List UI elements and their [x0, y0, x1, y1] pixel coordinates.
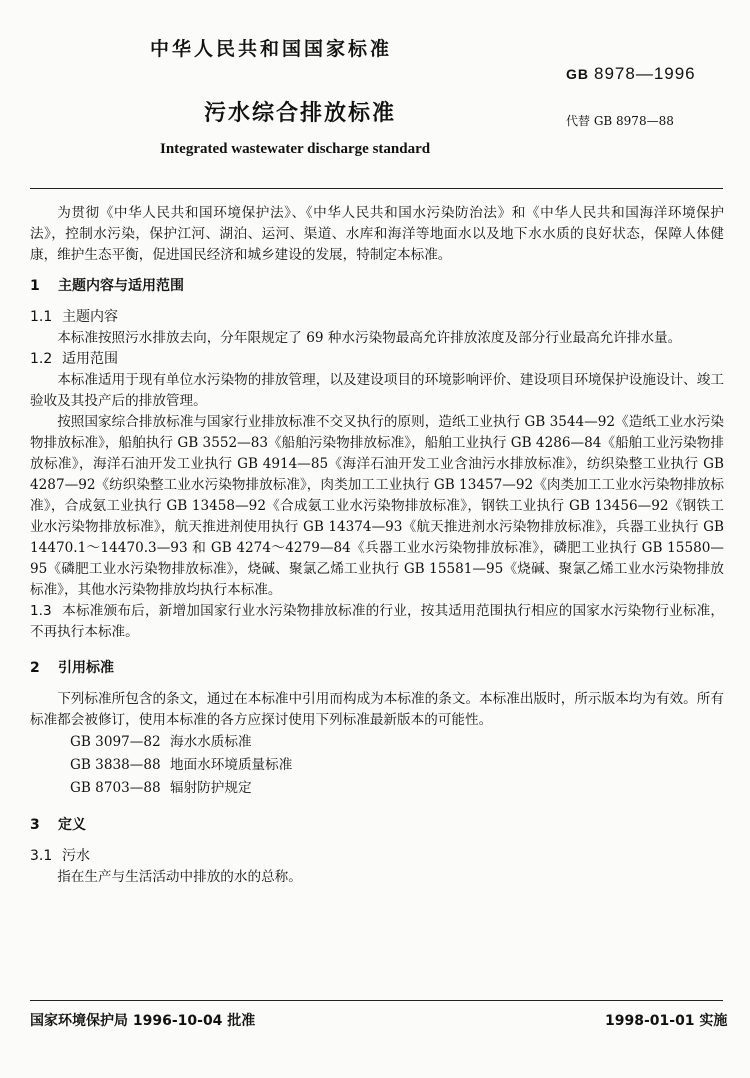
footer-divider [30, 1000, 723, 1001]
document-body [30, 203, 724, 888]
list-item: GB 3097—82 海水水质标准 [70, 734, 252, 750]
section-1-1-heading: 1.1 主题内容 [30, 309, 118, 325]
document-title: 污水综合排放标准 [204, 101, 397, 126]
header-divider [30, 188, 723, 189]
english-title: Integrated wastewater discharge standard [160, 141, 431, 157]
list-item: GB 8703—88 辐射防护规定 [70, 780, 252, 796]
standard-number [566, 64, 696, 84]
replaces-note: 代替 GB 8978—88 [566, 114, 674, 128]
approval-note: 国家环境保护局 1996-10-04 批准 [30, 1013, 256, 1029]
section-3-heading: 3 定义 [30, 817, 86, 833]
intro-paragraph: 为贯彻《中华人民共和国环境保护法》、《中华人民共和国水污染防治法》和《中华人民共和国海洋环境保护法》，控制水污染，保护江河、湖泊、运河、渠道、水库和海洋等地面水以及地下水水质的良好状态，保障人体健康，维护生态平衡，促进国民经济和城乡建设的发展，特制定本标准。 [30, 205, 724, 263]
referenced-standards-list [30, 731, 724, 800]
section-1-1-text: 本标准按照污水排放去向，分年限规定了 69 种水污染物最高允许排放浓度及部分行业最高允许排水量。 [57, 330, 682, 346]
section-1-2-text-1: 本标准适用于现有单位水污染物的排放管理，以及建设项目的环境影响评价、建设项目环境保护设施设计、竣工验收及其投产后的排放管理。 [30, 372, 724, 409]
section-1-2-heading: 1.2 适用范围 [30, 351, 118, 367]
section-2-text: 下列标准所包含的条文，通过在本标准中引用而构成为本标准的条文。本标准出版时，所示版本均为有效。所有标准都会被修订，使用本标准的各方应探讨使用下列标准最新版本的可能性。 [30, 691, 724, 728]
standard-number-value: 8978—1996 [594, 64, 696, 83]
section-1-3-text: 1.3 本标准颁布后，新增加国家行业水污染物排放标准的行业，按其适用范围执行相应的国家水污染物行业标准，不再执行本标准。 [30, 603, 724, 640]
standard-prefix: GB [566, 66, 589, 82]
section-3-1-text: 指在生产与生活活动中排放的水的总称。 [57, 869, 302, 885]
list-item: GB 3838—88 地面水环境质量标准 [70, 757, 293, 773]
national-standard-heading: 中华人民共和国国家标准 [150, 38, 393, 60]
section-1-2-text-2: 按照国家综合排放标准与国家行业排放标准不交叉执行的原则，造纸工业执行 GB 3544—92《造纸工业水污染物排放标准》，船舶执行 GB 3552—83《船舶污染物排放标准》，船舶工业执行 GB 4286—84《船舶工业污染物排放标准》，海洋石油开发工业执行 GB 4914—85《海洋石油开发工业含油污水排放标准》，纺织染整工业执行 GB 4287—92《纺织染整工业水污染物排放标准》，肉类加工工业执行 GB 13457—92《肉类加工工业水污染物排放标准》，合成氨工业执行 GB 13458—92《合成氨工业水污染物排放标准》，钢铁工业执行 GB 13456—92《钢铁工业水污染物排放标准》，航天推进剂使用执行 GB 14374—93《航天推进剂水污染物排放标准》，兵器工业执行 GB 14470.1～14470.3—93 和 GB 4274～4279—84《兵器工业水污染物排放标准》，磷肥工业执行 GB 15580—95《磷肥工业水污染物排放标准》，烧碱、聚氯乙烯工业执行 GB 15581—95《烧碱、聚氯乙烯工业水污染物排放标准》，其他水污染物排放均执行本标准。 [30, 414, 724, 598]
section-1-heading: 1 主题内容与适用范围 [30, 278, 184, 294]
effective-date: 1998-01-01 实施 [605, 1013, 728, 1029]
section-3-1-heading: 3.1 污水 [30, 848, 90, 864]
section-2-heading: 2 引用标准 [30, 660, 114, 676]
